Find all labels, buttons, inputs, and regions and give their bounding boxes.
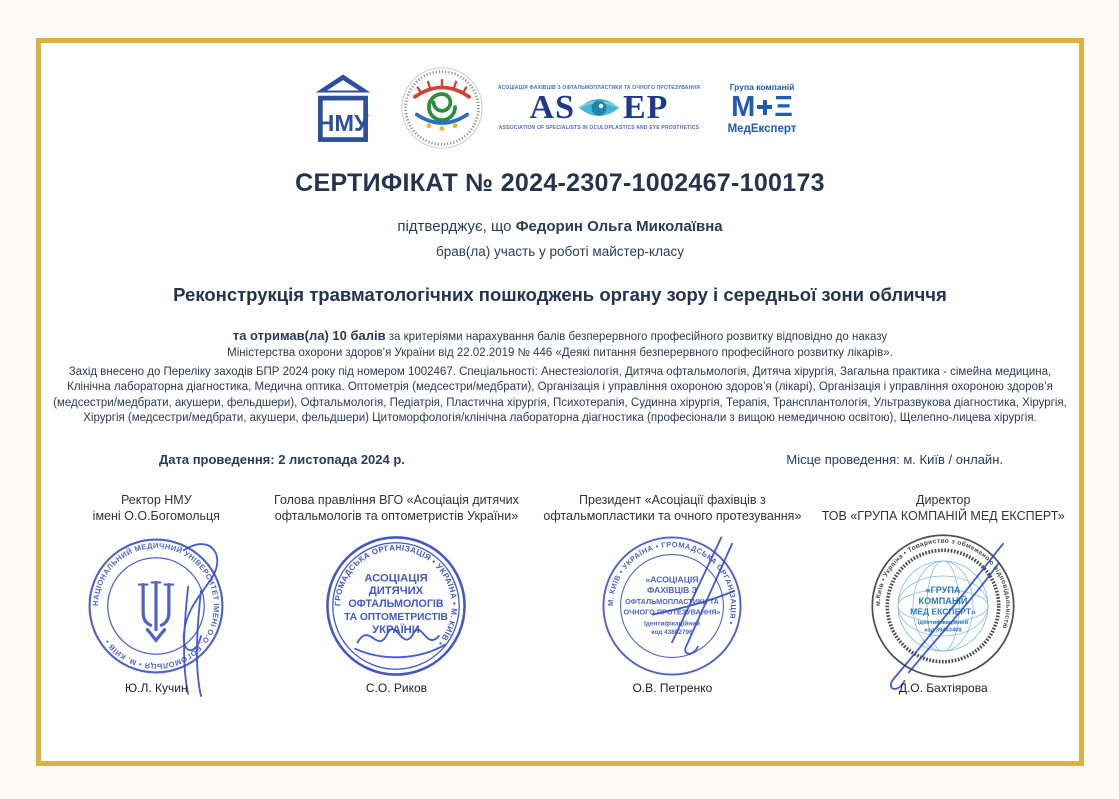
svg-text:ідентифікаційний: ідентифікаційний: [918, 620, 969, 627]
signatory-title: [543, 493, 801, 525]
svg-text:ТА ОПТОМЕТРИСТІВ: ТА ОПТОМЕТРИСТІВ: [344, 612, 449, 624]
signatory-title-line: Президент «Асоціації фахівців з: [579, 493, 766, 508]
signatory-name: Д.О. Бахтіярова: [898, 681, 988, 696]
medexpert-top-caption: Група компаній: [729, 81, 795, 92]
svg-text:ОФТАЛЬМОЛОГІВ: ОФТАЛЬМОЛОГІВ: [348, 598, 445, 611]
signatory-title-line: офтальмопластики та очного протезування»: [543, 508, 802, 523]
signatory-name: Ю.Л. Кучин: [125, 681, 188, 696]
signatory-assoc-oculoplastics: [529, 493, 815, 695]
svg-text:ОЧНОГО ПРОТЕЗУВАННЯ»: ОЧНОГО ПРОТЕЗУВАННЯ»: [623, 607, 721, 617]
svg-text:КОМПАНІЙ: КОМПАНІЙ: [918, 596, 968, 607]
svg-text:код 43862796: код 43862796: [651, 629, 694, 637]
signatory-title-line: Ректор НМУ: [120, 493, 192, 508]
stamp-ring-text: м.Київ • Україна • Товариство з обмеженою відповідальністю: [874, 538, 1012, 630]
participation-line: брав(ла) участь у роботі майстер-класу: [435, 244, 685, 259]
svg-text:АСОЦІАЦІЯ: АСОЦІАЦІЯ: [364, 572, 429, 585]
logo-row: [41, 67, 1079, 149]
event-date: Дата проведення: 2 листопада 2024 р.: [159, 452, 405, 468]
svg-text:ОФТАЛЬМОПЛАСТИКИ ТА: ОФТАЛЬМОПЛАСТИКИ ТА: [625, 597, 720, 607]
signatory-title-line: Директор: [916, 493, 971, 508]
certificate-title: СЕРТИФІКАТ № 2024-2307-1002467-100173: [295, 169, 825, 197]
confirmation-prefix: підтверджує, що: [397, 218, 516, 235]
asep-letters-as: AS: [529, 89, 575, 126]
svg-text:код 39443408: код 39443408: [924, 628, 962, 635]
stamp-center-text: [345, 573, 449, 636]
medexpert-letter-e: Ξ: [774, 90, 793, 123]
svg-text:МЕД ЕКСПЕРТ»: МЕД ЕКСПЕРТ»: [910, 606, 977, 617]
confirmation-line: [41, 218, 1079, 235]
colorful-eye-icon: [400, 66, 484, 150]
oculoplastics-association-stamp: [597, 531, 747, 681]
certificate-body: [41, 43, 1079, 761]
signatory-title: [822, 493, 1065, 525]
medexpert-cross-icon: [757, 100, 772, 115]
medexpert-letter-m: М: [731, 90, 756, 123]
medexpert-monogram: [731, 90, 793, 123]
trident-icon: [139, 583, 173, 641]
svg-text:Ідентифікаційний: Ідентифікаційний: [644, 620, 701, 628]
medexpert-logo: [714, 82, 810, 135]
nmu-round-stamp: [81, 531, 231, 681]
stamp-ring-text: ГРОМАДСЬКА ОРГАНІЗАЦІЯ • УКРАЇНА • М. КИЇВ •: [333, 543, 460, 649]
children-ophthalmologists-stamp: [321, 531, 471, 681]
points-paragraph: [200, 327, 920, 362]
signatures-row: [41, 493, 1079, 695]
event-registration-details: Захід внесено до Переліку заходів БПР 2024 року під номером 1002467. Спеціальності: Анестезіологія, Дитяча офтальмологія, Дитяча хірургія, Загальна практика - сімейна медицина, Клінічна лабораторна діагностика, Медична оптика. Оптометрія (медсестри/медбрати), Організація і управління охороною здоров’я (лікарі), Організація і управління охороною здоров’я (медсестри/медбрати, акушери, фельдшери), Офтальмологія, Педіатрія, Пластична хірургія, Психотерапія, Судинна хірургія, Терапія, Трансплантологія, Ультразвукова діагностика, Хірургія, Хірургія (медсестри/медбрати, акушери, фельдшери) Цитоморфологія/клінічна лабораторна діагностика (професіонали з вищою немедичною освітою), Щелепно-лицева хірургія.: [53, 365, 1067, 424]
svg-text:ДИТЯЧИХ: ДИТЯЧИХ: [369, 585, 424, 598]
signatory-title-line: офтальмологів та оптометристів України»: [274, 508, 519, 523]
nmu-university-logo: [310, 72, 376, 144]
asep-eye-icon: [577, 94, 621, 122]
signatory-title: [93, 493, 220, 525]
asep-association-logo: [497, 85, 701, 131]
signatory-title-line: імені О.О.Богомольця: [92, 508, 220, 523]
event-title: Реконструкція травматологічних пошкоджень органу зору і середньої зони обличчя: [173, 284, 947, 305]
nmu-monogram: НМУ: [317, 110, 369, 137]
svg-text:УКРАЇНИ: УКРАЇНИ: [372, 624, 421, 637]
stamp-ring-text: НАЦІОНАЛЬНИЙ МЕДИЧНИЙ УНІВЕРСИТЕТ ІМЕНІ О.О. БОГОМОЛЬЦЯ • М. КИЇВ •: [91, 541, 222, 672]
signatory-name: С.О. Риков: [365, 681, 428, 696]
stamp-center-text: [624, 575, 721, 636]
children-ophthalmologists-association-logo: [400, 66, 484, 150]
asep-letters-ep: EP: [623, 89, 669, 126]
asep-wordmark: [530, 91, 669, 125]
svg-text:«АСОЦІАЦІЯ: «АСОЦІАЦІЯ: [645, 574, 699, 585]
signatory-medexpert-director: [815, 493, 1071, 695]
date-place-row: [41, 452, 1079, 467]
points-awarded: та отримав(ла) 10 балів: [232, 328, 386, 343]
signatory-title-line: ТОВ «ГРУПА КОМПАНІЙ МЕД ЕКСПЕРТ»: [821, 508, 1065, 523]
holder-name: Федорин Ольга Миколаївна: [515, 218, 723, 235]
medexpert-wordmark: МедЕксперт: [727, 122, 797, 135]
svg-text:«ГРУПА: «ГРУПА: [925, 585, 961, 596]
points-criteria-text: за критеріями нарахування балів безперервного професійного розвитку відповідно до наказу Міністерства охорони здоров’я України від 22.02.2019 № 446 «Деякі питання безперервного професійного розвитку лікарів».: [227, 331, 893, 359]
stamp-ring-text: М. КИЇВ • УКРАЇНА • ГРОМАДСЬКА ОРГАНІЗАЦІЯ •: [606, 540, 739, 627]
medexpert-round-stamp: [868, 531, 1018, 681]
event-place: Місце проведення: м. Київ / онлайн.: [786, 452, 1003, 468]
signatory-name: О.В. Петренко: [632, 681, 713, 696]
svg-text:ФАХІВЦІВ З: ФАХІВЦІВ З: [647, 585, 698, 596]
signatory-rector-nmu: [49, 493, 264, 695]
signatory-title-line: Голова правління ВГО «Асоціація дитячих: [274, 493, 519, 508]
signatory-title: [274, 493, 519, 525]
signatory-assoc-children-ophthalmologists: [264, 493, 530, 695]
asep-top-caption: АСОЦІАЦІЯ ФАХІВЦІВ З ОФТАЛЬМОПЛАСТИКИ ТА ОЧНОГО ПРОТЕЗУВАННЯ: [497, 85, 701, 91]
asep-bottom-caption: ASSOCIATION OF SPECIALISTS IN OCULOPLASTICS AND EYE PROSTHETICS: [498, 125, 700, 131]
nmu-building-icon: [310, 72, 376, 144]
